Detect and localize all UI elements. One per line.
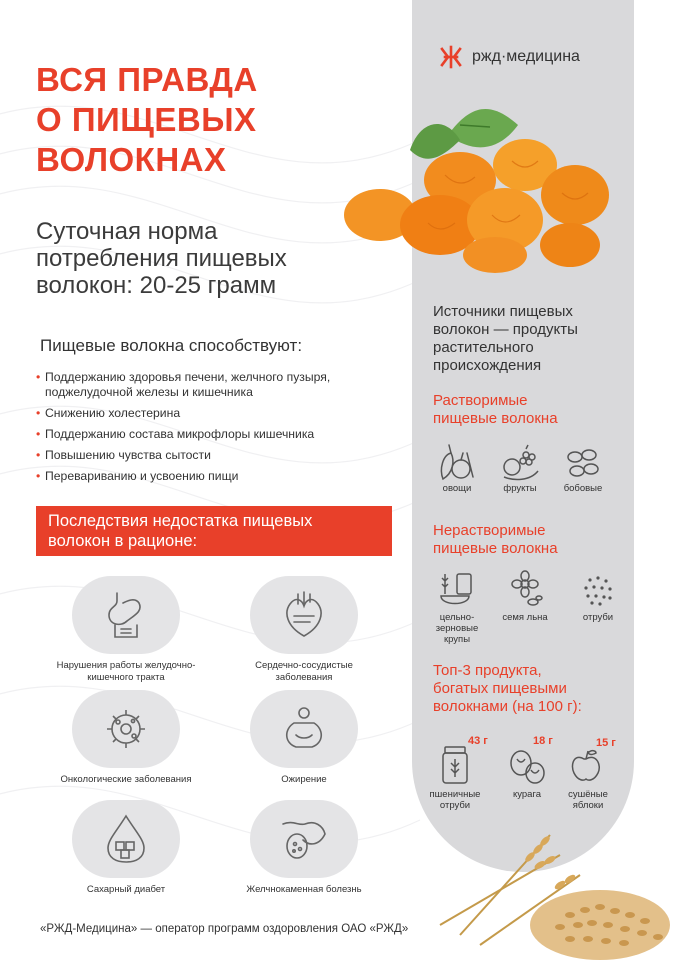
rzd-logo-icon	[438, 44, 464, 70]
condition-label: Нарушения работы желудочно-кишечного тракта	[56, 660, 196, 683]
food-label: семя льна	[502, 612, 548, 623]
gallbladder-icon	[279, 816, 329, 862]
brand-logo	[438, 44, 580, 70]
food-label: пшеничные отруби	[429, 789, 481, 811]
condition-label: Ожирение	[281, 774, 327, 785]
soluble-item	[553, 443, 613, 494]
benefit-item: • Поддержанию состава микрофлоры кишечника	[36, 427, 406, 442]
top3-item	[558, 745, 618, 811]
soluble-heading	[433, 392, 558, 428]
soluble-item	[427, 443, 487, 494]
insoluble-item	[568, 570, 628, 623]
daily-norm-text	[36, 218, 396, 299]
sources-title: Источники пищевых волокон — продукты растительного происхождения	[433, 303, 578, 374]
daily-norm-line: Суточная норма	[36, 218, 218, 245]
benefit-item: • Поддержанию здоровья печени, желчного пузыря, поджелудочной железы и кишечника	[36, 370, 390, 400]
condition-pill	[250, 800, 358, 878]
condition-label: Сахарный диабет	[86, 884, 166, 895]
food-label: цельно-зерновые крупы	[435, 612, 479, 645]
grams-value: 18 г	[533, 735, 553, 747]
food-label: сушёные яблоки	[568, 789, 608, 811]
banner-line: Последствия недостатка пищевых	[48, 512, 313, 530]
benefits-heading: Пищевые волокна способствуют:	[40, 336, 303, 355]
cancer-cell-icon	[103, 706, 149, 752]
heart-icon	[280, 590, 328, 640]
deficiency-banner	[36, 506, 392, 556]
grains-icon	[437, 570, 477, 610]
apple-icon	[568, 745, 608, 787]
top3-item	[425, 745, 485, 811]
wheat-grains-image	[420, 815, 679, 960]
soluble-heading-line: Растворимые	[433, 392, 528, 409]
benefit-item: • Повышению чувства сытости	[36, 448, 406, 463]
condition-item	[51, 690, 201, 786]
logo-text: ржд·медицина	[472, 48, 580, 65]
condition-label: Сердечно-сосудистые заболевания	[255, 660, 353, 683]
benefit-item: • Перевариванию и усвоению пищи	[36, 469, 406, 484]
obesity-icon	[280, 705, 328, 753]
condition-pill	[72, 690, 180, 768]
food-label: бобовые	[563, 483, 603, 494]
condition-pill	[250, 690, 358, 768]
top3-heading-line: волокнами (на 100 г):	[433, 698, 582, 715]
benefit-item: • Снижению холестерина	[36, 406, 406, 421]
title-line: ВСЯ ПРАВДА	[36, 61, 258, 98]
apricot-icon	[507, 745, 547, 787]
condition-label: Онкологические заболевания	[60, 774, 192, 785]
banner-line: волокон в рационе:	[48, 532, 198, 550]
insoluble-heading	[433, 522, 558, 558]
flax-icon	[505, 570, 545, 610]
top3-heading-line: Топ-3 продукта,	[433, 662, 542, 679]
condition-pill	[72, 576, 180, 654]
condition-item	[229, 800, 379, 896]
condition-item	[51, 800, 201, 896]
insoluble-item	[427, 570, 487, 645]
sugar-drop-icon	[104, 814, 148, 864]
daily-norm-line: потребления пищевых	[36, 245, 287, 272]
benefits-list	[36, 370, 406, 490]
fruits-icon	[500, 443, 540, 481]
condition-item	[229, 690, 379, 786]
soluble-item	[490, 443, 550, 494]
food-label: фрукты	[503, 483, 537, 494]
condition-label: Желчнокаменная болезнь	[246, 884, 362, 895]
soluble-heading-line: пищевые волокна	[433, 410, 558, 427]
condition-pill	[250, 576, 358, 654]
vegetables-icon	[437, 443, 477, 481]
food-label: курага	[512, 789, 541, 800]
title-line: ВОЛОКНАХ	[36, 141, 227, 178]
top3-item	[497, 745, 557, 800]
stomach-icon	[103, 589, 149, 641]
top3-heading-line: богатых пищевыми	[433, 680, 567, 697]
food-label: овощи	[442, 483, 472, 494]
grams-value: 15 г	[596, 737, 616, 749]
title-line: О ПИЩЕВЫХ	[36, 101, 257, 138]
top3-heading	[433, 662, 582, 716]
page-title	[36, 60, 356, 180]
condition-pill	[72, 800, 180, 878]
footer-text: «РЖД-Медицина» — оператор программ оздоровления ОАО «РЖД»	[40, 923, 409, 935]
condition-item	[51, 576, 201, 683]
beans-icon	[563, 443, 603, 481]
daily-norm-line: волокон: 20-25 грамм	[36, 272, 277, 299]
bran-icon	[578, 570, 618, 610]
bran-jar-icon	[435, 745, 475, 787]
condition-item	[229, 576, 379, 683]
grams-value: 43 г	[468, 735, 488, 747]
insoluble-heading-line: Нерастворимые	[433, 522, 546, 539]
insoluble-item	[495, 570, 555, 623]
insoluble-heading-line: пищевые волокна	[433, 540, 558, 557]
food-label: отруби	[582, 612, 614, 623]
